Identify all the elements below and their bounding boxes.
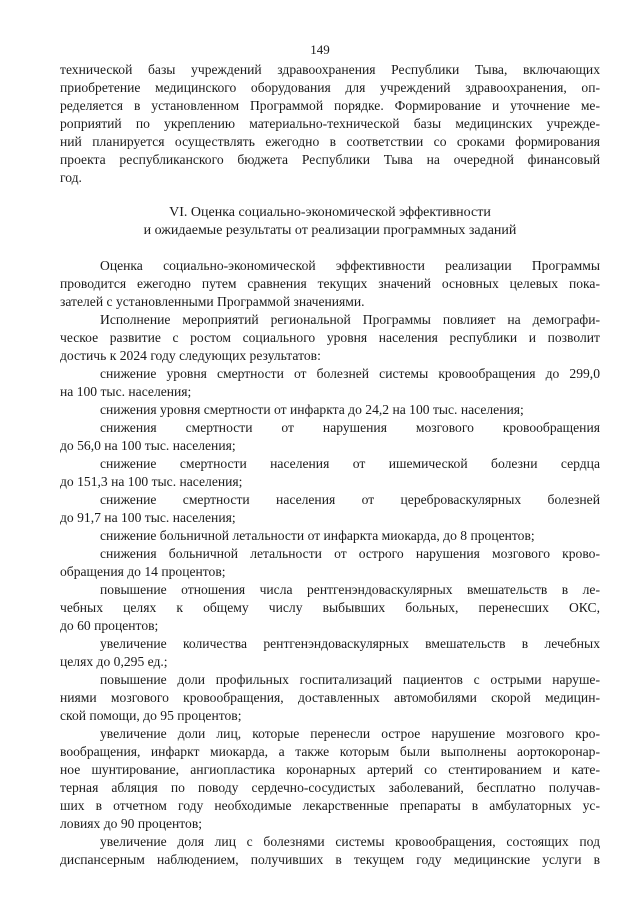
text-line: роприятий по укреплению материально-технической базы медицинских учрежде- [60,116,600,131]
page-number: 149 [310,42,330,57]
text-line: зателей с установленными Программой значениями. [60,294,365,309]
text-line: до 151,3 на 100 тыс. населения; [60,474,243,489]
section-heading-line: VI. Оценка социально-экономической эффективности [169,205,491,220]
text-line: снижения уровня смертности от инфаркта до 24,2 на 100 тыс. населения; [100,402,524,417]
text-line: ниями мозгового кровообращения, доставленных автомобилями скорой медицин- [60,690,600,705]
text-line: ное шунтирование, ангиопластика коронарных артерий со стентированием и кате- [60,762,600,777]
text-line: обращения до 14 процентов; [60,564,226,579]
text-line: на 100 тыс. населения; [60,384,192,399]
text-line: ределяется в установленном Программой порядке. Формирование и уточнение ме- [60,98,600,113]
text-line: снижения больничной летальности от острого нарушения мозгового крово- [100,546,600,561]
text-line: ской помощи, до 95 процентов; [60,708,242,723]
text-line: терная абляция по поводу сердечно-сосудистых заболеваний, бесплатно получав- [60,780,600,795]
text-line: повышение отношения числа рентгенэндоваскулярных вмешательств в ле- [100,582,600,597]
text-line: ших в отчетном году необходимые лекарственные препараты в амбулаторных ус- [60,798,600,813]
text-line: увеличение доля лиц с болезнями системы кровообращения, состоящих под [100,834,600,849]
text-line: ческое развитие с ростом социального уровня населения республики и позволит [60,330,600,345]
text-line: ловиях до 90 процентов; [60,816,203,831]
text-line: снижение смертности населения от цереброваскулярных болезней [100,492,600,507]
text-line: приобретение медицинского оборудования для учреждений здравоохранения, оп- [60,80,600,95]
text-line: проекта республиканского бюджета Республики Тыва на очередной финансовый [60,152,600,167]
text-line: до 60 процентов; [60,618,159,633]
text-line: увеличение количества рентгенэндоваскулярных вмешательств в лечебных [100,636,600,651]
text-line: до 56,0 на 100 тыс. населения; [60,438,236,453]
text-line: повышение доли профильных госпитализаций пациентов с острыми наруше- [100,672,600,687]
text-line: целях до 0,295 ед.; [60,654,168,669]
text-line: снижение уровня смертности от болезней системы кровообращения до 299,0 [100,366,600,381]
section-heading-line: и ожидаемые результаты от реализации программных заданий [143,223,517,238]
text-line: ний планируется осуществлять ежегодно в соответствии со сроками формирования [60,134,600,149]
text-line: Исполнение мероприятий региональной Программы повлияет на демографи- [100,312,600,327]
text-line: проводится ежегодно путем сравнения текущих значений основных целевых пока- [60,276,600,291]
text-line: год. [60,170,82,185]
text-line: вообращения, инфаркт миокарда, а также которым были выполнены аортокоронар- [60,744,600,759]
text-line: снижение смертности населения от ишемической болезни сердца [100,456,600,471]
text-line: достичь к 2024 году следующих результатов: [60,348,321,363]
text-line: чебных целях к общему числу выбывших больных, перенесших ОКС, [60,600,600,615]
text-line: увеличение доли лиц, которые перенесли острое нарушение мозгового кро- [100,726,600,741]
text-line: технической базы учреждений здравоохранения Республики Тыва, включающих [60,62,600,77]
text-line: снижения смертности от нарушения мозгового кровообращения [100,420,600,435]
text-line: снижение больничной летальности от инфаркта миокарда, до 8 процентов; [100,528,535,543]
text-line: до 91,7 на 100 тыс. населения; [60,510,236,525]
text-line: диспансерным наблюдением, получивших в текущем году медицинские услуги в [60,852,600,867]
text-line: Оценка социально-экономической эффективности реализации Программы [100,258,600,273]
